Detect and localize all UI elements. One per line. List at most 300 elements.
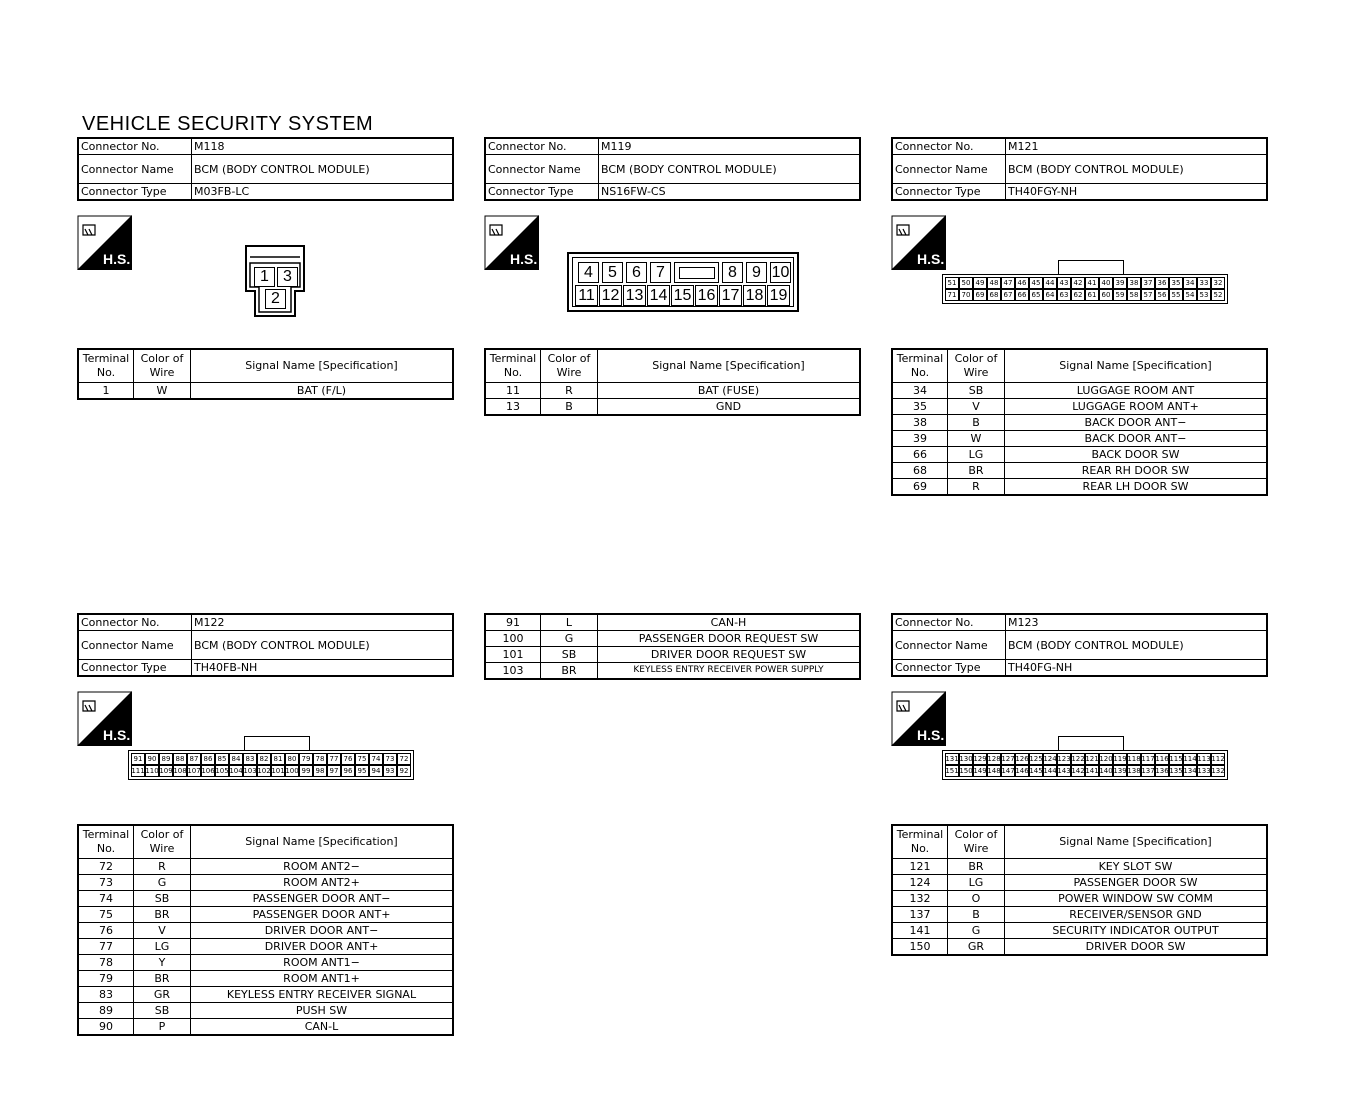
pin: 124 bbox=[1043, 755, 1057, 763]
wire-color: Y bbox=[134, 955, 191, 971]
signal-name: CAN-L bbox=[191, 1019, 454, 1036]
pin: 45 bbox=[1029, 277, 1043, 289]
connector-face-m119 bbox=[567, 252, 799, 312]
terminal-no: 72 bbox=[78, 859, 134, 875]
harness-side-icon bbox=[77, 215, 132, 270]
wire-color: G bbox=[134, 875, 191, 891]
terminal-no: 150 bbox=[892, 939, 948, 956]
wire-color: BR bbox=[948, 859, 1005, 875]
pin: 111 bbox=[131, 767, 145, 775]
wire-color: GR bbox=[134, 987, 191, 1003]
label-connector-type: Connector Type bbox=[78, 184, 192, 201]
signal-name: BACK DOOR ANT− bbox=[1005, 431, 1268, 447]
hdr-signal: Signal Name [Specification] bbox=[1005, 349, 1268, 383]
pin: 10 bbox=[770, 262, 791, 283]
label-connector-type: Connector Type bbox=[892, 660, 1006, 677]
hdr-color: Color of Wire bbox=[541, 349, 598, 383]
pin: 96 bbox=[341, 765, 355, 777]
pin: 89 bbox=[159, 753, 173, 765]
pin: 16 bbox=[695, 285, 718, 306]
table-row bbox=[892, 875, 1267, 891]
terminal-no: 100 bbox=[485, 631, 541, 647]
pin: 50 bbox=[959, 277, 973, 289]
table-row bbox=[78, 987, 453, 1003]
pin: 66 bbox=[1015, 289, 1029, 301]
pin: 113 bbox=[1197, 755, 1211, 763]
signal-table-m122-continued bbox=[484, 613, 861, 680]
pin: 112 bbox=[1211, 755, 1225, 763]
pin: 40 bbox=[1099, 277, 1113, 289]
table-row bbox=[892, 891, 1267, 907]
pin: 65 bbox=[1029, 289, 1043, 301]
table-row bbox=[892, 463, 1267, 479]
table-row bbox=[485, 631, 860, 647]
table-row bbox=[892, 415, 1267, 431]
wire-color: V bbox=[948, 399, 1005, 415]
pin: 123 bbox=[1057, 755, 1071, 763]
signal-table-m118 bbox=[77, 348, 454, 400]
hs-label: H.S. bbox=[917, 251, 945, 267]
signal-name: PUSH SW bbox=[191, 1003, 454, 1019]
terminal-no: 38 bbox=[892, 415, 948, 431]
terminal-no: 76 bbox=[78, 923, 134, 939]
pin: 121 bbox=[1085, 755, 1099, 763]
terminal-no: 90 bbox=[78, 1019, 134, 1036]
terminal-no: 39 bbox=[892, 431, 948, 447]
pin: 93 bbox=[383, 765, 397, 777]
label-connector-type: Connector Type bbox=[78, 660, 192, 677]
pin: 81 bbox=[271, 753, 285, 765]
harness-side-icon bbox=[891, 691, 946, 746]
terminal-no: 91 bbox=[485, 614, 541, 631]
pin: 91 bbox=[131, 753, 145, 765]
table-row bbox=[485, 614, 860, 631]
wire-color: SB bbox=[134, 891, 191, 907]
table-row bbox=[892, 479, 1267, 496]
hdr-terminal: Terminal No. bbox=[892, 349, 948, 383]
pin: 35 bbox=[1169, 277, 1183, 289]
table-row bbox=[892, 907, 1267, 923]
terminal-no: 66 bbox=[892, 447, 948, 463]
label-connector-no: Connector No. bbox=[892, 138, 1006, 155]
label-connector-name: Connector Name bbox=[485, 155, 599, 184]
pin: 83 bbox=[243, 753, 257, 765]
signal-name: BAT (FUSE) bbox=[598, 383, 861, 399]
pin: 104 bbox=[229, 767, 243, 775]
connector-type-value: NS16FW-CS bbox=[599, 184, 861, 201]
pin: 133 bbox=[1197, 767, 1211, 775]
pin: 14 bbox=[647, 285, 670, 306]
wire-color: BR bbox=[134, 907, 191, 923]
signal-name: BACK DOOR ANT− bbox=[1005, 415, 1268, 431]
pin: 143 bbox=[1057, 767, 1071, 775]
hdr-signal: Signal Name [Specification] bbox=[598, 349, 861, 383]
pin: 73 bbox=[383, 753, 397, 765]
pin: 120 bbox=[1099, 755, 1113, 763]
signal-table-m121 bbox=[891, 348, 1268, 496]
table-row bbox=[78, 939, 453, 955]
wire-color: SB bbox=[948, 383, 1005, 399]
pin: 129 bbox=[973, 755, 987, 763]
connector-no-value: M119 bbox=[599, 138, 861, 155]
wire-color: R bbox=[134, 859, 191, 875]
pin: 122 bbox=[1071, 755, 1085, 763]
pin: 69 bbox=[973, 289, 987, 301]
pin-grid-m122 bbox=[128, 750, 414, 780]
pin: 4 bbox=[578, 262, 599, 283]
pin: 136 bbox=[1155, 767, 1169, 775]
signal-name: ROOM ANT2− bbox=[191, 859, 454, 875]
pin: 79 bbox=[299, 753, 313, 765]
pin: 62 bbox=[1071, 289, 1085, 301]
pin: 151 bbox=[945, 767, 959, 775]
pin: 53 bbox=[1197, 289, 1211, 301]
pin: 8 bbox=[722, 262, 743, 283]
wire-color: LG bbox=[948, 875, 1005, 891]
label-connector-no: Connector No. bbox=[892, 614, 1006, 631]
signal-name: ROOM ANT1+ bbox=[191, 971, 454, 987]
signal-table-m123 bbox=[891, 824, 1268, 956]
pin: 58 bbox=[1127, 289, 1141, 301]
pin: 13 bbox=[623, 285, 646, 306]
pin: 146 bbox=[1015, 767, 1029, 775]
terminal-no: 121 bbox=[892, 859, 948, 875]
signal-name: LUGGAGE ROOM ANT bbox=[1005, 383, 1268, 399]
label-connector-name: Connector Name bbox=[892, 155, 1006, 184]
terminal-no: 69 bbox=[892, 479, 948, 496]
pin: 76 bbox=[341, 753, 355, 765]
table-row bbox=[78, 971, 453, 987]
connector-name-value: BCM (BODY CONTROL MODULE) bbox=[192, 155, 454, 184]
label-connector-type: Connector Type bbox=[485, 184, 599, 201]
wire-color: G bbox=[948, 923, 1005, 939]
table-row bbox=[892, 923, 1267, 939]
pin: 134 bbox=[1183, 767, 1197, 775]
table-row bbox=[78, 955, 453, 971]
signal-name: BAT (F/L) bbox=[191, 383, 454, 400]
hs-label: H.S. bbox=[103, 251, 131, 267]
label-connector-no: Connector No. bbox=[485, 138, 599, 155]
pin: 77 bbox=[327, 753, 341, 765]
pin: 12 bbox=[599, 285, 622, 306]
pin: 67 bbox=[1001, 289, 1015, 301]
signal-name: KEY SLOT SW bbox=[1005, 859, 1268, 875]
wire-color: G bbox=[541, 631, 598, 647]
pin-grid-m121 bbox=[942, 274, 1228, 304]
pin: 15 bbox=[671, 285, 694, 306]
connector-name-value: BCM (BODY CONTROL MODULE) bbox=[599, 155, 861, 184]
pin: 107 bbox=[187, 767, 201, 775]
table-row bbox=[78, 891, 453, 907]
table-row bbox=[78, 1019, 453, 1036]
wire-color: LG bbox=[134, 939, 191, 955]
hdr-color: Color of Wire bbox=[948, 349, 1005, 383]
terminal-no: 35 bbox=[892, 399, 948, 415]
pin: 92 bbox=[397, 765, 411, 777]
pin: 98 bbox=[313, 765, 327, 777]
connector-face-m118 bbox=[245, 245, 305, 317]
hdr-color: Color of Wire bbox=[948, 825, 1005, 859]
pin: 128 bbox=[987, 755, 1001, 763]
pin: 80 bbox=[285, 753, 299, 765]
pin: 32 bbox=[1211, 277, 1225, 289]
signal-name: DRIVER DOOR REQUEST SW bbox=[598, 647, 861, 663]
pin: 64 bbox=[1043, 289, 1057, 301]
terminal-no: 101 bbox=[485, 647, 541, 663]
pin: 56 bbox=[1155, 289, 1169, 301]
harness-side-icon bbox=[484, 215, 539, 270]
connector-no-value: M122 bbox=[192, 614, 454, 631]
pin: 88 bbox=[173, 753, 187, 765]
pin: 99 bbox=[299, 765, 313, 777]
table-row bbox=[892, 431, 1267, 447]
signal-table-m119 bbox=[484, 348, 861, 416]
hdr-terminal: Terminal No. bbox=[892, 825, 948, 859]
table-row bbox=[892, 399, 1267, 415]
pin: 109 bbox=[159, 767, 173, 775]
connector-no-value: M121 bbox=[1006, 138, 1268, 155]
table-row bbox=[485, 383, 860, 399]
hs-label: H.S. bbox=[103, 727, 131, 743]
pin: 71 bbox=[945, 289, 959, 301]
signal-name: DRIVER DOOR SW bbox=[1005, 939, 1268, 956]
wire-color: B bbox=[948, 415, 1005, 431]
signal-name: KEYLESS ENTRY RECEIVER POWER SUPPLY bbox=[598, 663, 861, 680]
connector-no-value: M118 bbox=[192, 138, 454, 155]
table-row bbox=[78, 923, 453, 939]
wire-color: B bbox=[541, 399, 598, 416]
pin: 131 bbox=[945, 755, 959, 763]
pin: 132 bbox=[1211, 767, 1225, 775]
connector-name-value: BCM (BODY CONTROL MODULE) bbox=[192, 631, 454, 660]
pin: 103 bbox=[243, 767, 257, 775]
wire-color: L bbox=[541, 614, 598, 631]
signal-name: PASSENGER DOOR REQUEST SW bbox=[598, 631, 861, 647]
terminal-no: 141 bbox=[892, 923, 948, 939]
pin: 11 bbox=[575, 285, 598, 306]
pin: 74 bbox=[369, 753, 383, 765]
hdr-color: Color of Wire bbox=[134, 349, 191, 383]
connector-type-value: TH40FGY-NH bbox=[1006, 184, 1268, 201]
table-row bbox=[78, 383, 453, 400]
hdr-signal: Signal Name [Specification] bbox=[191, 349, 454, 383]
pin: 126 bbox=[1015, 755, 1029, 763]
hdr-signal: Signal Name [Specification] bbox=[1005, 825, 1268, 859]
hs-label: H.S. bbox=[510, 251, 538, 267]
connector-info-m123 bbox=[891, 613, 1268, 677]
table-row bbox=[485, 647, 860, 663]
pin: 55 bbox=[1169, 289, 1183, 301]
wire-color: SB bbox=[134, 1003, 191, 1019]
pin: 114 bbox=[1183, 755, 1197, 763]
pin: 49 bbox=[973, 277, 987, 289]
connector-name-value: BCM (BODY CONTROL MODULE) bbox=[1006, 155, 1268, 184]
pin: 9 bbox=[746, 262, 767, 283]
pin: 87 bbox=[187, 753, 201, 765]
pin: 75 bbox=[355, 753, 369, 765]
wire-color: O bbox=[948, 891, 1005, 907]
hdr-terminal: Terminal No. bbox=[78, 349, 134, 383]
harness-side-icon bbox=[77, 691, 132, 746]
terminal-no: 137 bbox=[892, 907, 948, 923]
key-slot bbox=[674, 262, 719, 283]
table-row bbox=[485, 399, 860, 416]
connector-info-m121 bbox=[891, 137, 1268, 201]
pin: 94 bbox=[369, 765, 383, 777]
wire-color: LG bbox=[948, 447, 1005, 463]
terminal-no: 78 bbox=[78, 955, 134, 971]
pin: 118 bbox=[1127, 755, 1141, 763]
table-row bbox=[78, 1003, 453, 1019]
wire-color: SB bbox=[541, 647, 598, 663]
terminal-no: 73 bbox=[78, 875, 134, 891]
pin: 51 bbox=[945, 277, 959, 289]
terminal-no: 124 bbox=[892, 875, 948, 891]
signal-name: KEYLESS ENTRY RECEIVER SIGNAL bbox=[191, 987, 454, 1003]
pin: 110 bbox=[145, 767, 159, 775]
terminal-no: 75 bbox=[78, 907, 134, 923]
pin: 127 bbox=[1001, 755, 1015, 763]
label-connector-no: Connector No. bbox=[78, 138, 192, 155]
pin: 144 bbox=[1043, 767, 1057, 775]
pin: 117 bbox=[1141, 755, 1155, 763]
signal-name: PASSENGER DOOR ANT+ bbox=[191, 907, 454, 923]
pin: 145 bbox=[1029, 767, 1043, 775]
table-row bbox=[892, 383, 1267, 399]
signal-name: DRIVER DOOR ANT+ bbox=[191, 939, 454, 955]
signal-name: LUGGAGE ROOM ANT+ bbox=[1005, 399, 1268, 415]
wire-color: P bbox=[134, 1019, 191, 1036]
pin: 2 bbox=[265, 289, 286, 309]
pin: 139 bbox=[1113, 767, 1127, 775]
pin: 18 bbox=[743, 285, 766, 306]
pin: 105 bbox=[215, 767, 229, 775]
pin: 5 bbox=[602, 262, 623, 283]
wire-color: V bbox=[134, 923, 191, 939]
wire-color: B bbox=[948, 907, 1005, 923]
connector-name-value: BCM (BODY CONTROL MODULE) bbox=[1006, 631, 1268, 660]
pin: 70 bbox=[959, 289, 973, 301]
signal-name: REAR LH DOOR SW bbox=[1005, 479, 1268, 496]
pin-grid-m123 bbox=[942, 750, 1228, 780]
pin: 148 bbox=[987, 767, 1001, 775]
pin: 86 bbox=[201, 753, 215, 765]
wire-color: W bbox=[948, 431, 1005, 447]
hdr-color: Color of Wire bbox=[134, 825, 191, 859]
pin: 7 bbox=[650, 262, 671, 283]
pin: 19 bbox=[767, 285, 790, 306]
terminal-no: 11 bbox=[485, 383, 541, 399]
pin: 147 bbox=[1001, 767, 1015, 775]
pin: 41 bbox=[1085, 277, 1099, 289]
wire-color: R bbox=[948, 479, 1005, 496]
connector-info-m118 bbox=[77, 137, 454, 201]
pin: 85 bbox=[215, 753, 229, 765]
harness-side-icon bbox=[891, 215, 946, 270]
pin: 36 bbox=[1155, 277, 1169, 289]
table-row bbox=[892, 939, 1267, 956]
pin: 142 bbox=[1071, 767, 1085, 775]
table-row bbox=[78, 875, 453, 891]
terminal-no: 13 bbox=[485, 399, 541, 416]
connector-type-value: TH40FB-NH bbox=[192, 660, 454, 677]
pin: 149 bbox=[973, 767, 987, 775]
table-row bbox=[78, 907, 453, 923]
label-connector-name: Connector Name bbox=[892, 631, 1006, 660]
connector-face-m121 bbox=[940, 260, 1240, 310]
hs-label: H.S. bbox=[917, 727, 945, 743]
pin: 115 bbox=[1169, 755, 1183, 763]
wire-color: R bbox=[541, 383, 598, 399]
pin: 101 bbox=[271, 767, 285, 775]
signal-name: PASSENGER DOOR ANT− bbox=[191, 891, 454, 907]
label-connector-name: Connector Name bbox=[78, 631, 192, 660]
table-row bbox=[485, 663, 860, 680]
pin: 33 bbox=[1197, 277, 1211, 289]
signal-name: BACK DOOR SW bbox=[1005, 447, 1268, 463]
table-row bbox=[892, 447, 1267, 463]
hdr-signal: Signal Name [Specification] bbox=[191, 825, 454, 859]
pin: 100 bbox=[285, 767, 299, 775]
pin: 116 bbox=[1155, 755, 1169, 763]
terminal-no: 79 bbox=[78, 971, 134, 987]
pin: 130 bbox=[959, 755, 973, 763]
signal-name: CAN-H bbox=[598, 614, 861, 631]
terminal-no: 74 bbox=[78, 891, 134, 907]
pin: 97 bbox=[327, 765, 341, 777]
pin: 90 bbox=[145, 753, 159, 765]
pin: 135 bbox=[1169, 767, 1183, 775]
pin: 1 bbox=[254, 267, 275, 287]
connector-info-m119 bbox=[484, 137, 861, 201]
pin: 57 bbox=[1141, 289, 1155, 301]
pin: 3 bbox=[277, 267, 298, 287]
pin: 84 bbox=[229, 753, 243, 765]
terminal-no: 1 bbox=[78, 383, 134, 400]
terminal-no: 83 bbox=[78, 987, 134, 1003]
pin: 38 bbox=[1127, 277, 1141, 289]
pin: 47 bbox=[1001, 277, 1015, 289]
pin: 43 bbox=[1057, 277, 1071, 289]
pin: 48 bbox=[987, 277, 1001, 289]
pin: 106 bbox=[201, 767, 215, 775]
terminal-no: 68 bbox=[892, 463, 948, 479]
hdr-terminal: Terminal No. bbox=[485, 349, 541, 383]
wire-color: BR bbox=[948, 463, 1005, 479]
connector-face-m123 bbox=[940, 736, 1240, 786]
terminal-no: 132 bbox=[892, 891, 948, 907]
signal-name: REAR RH DOOR SW bbox=[1005, 463, 1268, 479]
pin: 17 bbox=[719, 285, 742, 306]
pin: 102 bbox=[257, 767, 271, 775]
pin: 95 bbox=[355, 765, 369, 777]
terminal-no: 103 bbox=[485, 663, 541, 680]
pin: 61 bbox=[1085, 289, 1099, 301]
signal-table-m122 bbox=[77, 824, 454, 1036]
connector-no-value: M123 bbox=[1006, 614, 1268, 631]
pin: 59 bbox=[1113, 289, 1127, 301]
pin: 39 bbox=[1113, 277, 1127, 289]
label-connector-name: Connector Name bbox=[78, 155, 192, 184]
table-row bbox=[892, 859, 1267, 875]
pin: 150 bbox=[959, 767, 973, 775]
terminal-no: 34 bbox=[892, 383, 948, 399]
wire-color: GR bbox=[948, 939, 1005, 956]
pin: 125 bbox=[1029, 755, 1043, 763]
pin: 72 bbox=[397, 753, 411, 765]
signal-name: SECURITY INDICATOR OUTPUT bbox=[1005, 923, 1268, 939]
signal-name: ROOM ANT2+ bbox=[191, 875, 454, 891]
